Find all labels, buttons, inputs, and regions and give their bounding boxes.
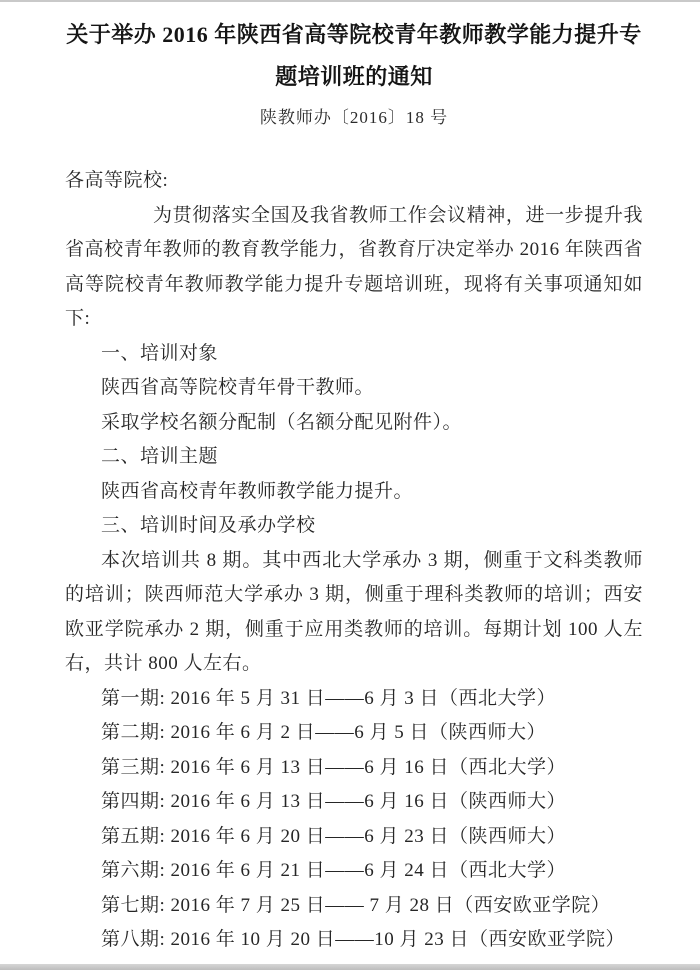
title-line-1: 关于举办 2016 年陕西省高等院校青年教师教学能力提升专 xyxy=(66,22,642,47)
schedule-item-4: 第四期: 2016 年 6 月 13 日——6 月 16 日（陕西师大） xyxy=(101,791,567,812)
salutation: 各高等院校: xyxy=(65,170,169,191)
training-schedule-list xyxy=(65,682,643,958)
section-3-heading: 三、培训时间及承办学校 xyxy=(101,515,316,536)
schedule-item-2: 第二期: 2016 年 6 月 2 日——6 月 5 日（陕西师大） xyxy=(101,722,547,743)
schedule-item-5: 第五期: 2016 年 6 月 20 日——6 月 23 日（陕西师大） xyxy=(101,825,567,847)
schedule-item-8: 第八期: 2016 年 10 月 20 日——10 月 23 日（西安欧亚学院） xyxy=(101,929,626,950)
scan-edge-top xyxy=(0,0,700,2)
section-1-line-2: 采取学校名额分配制（名额分配见附件）。 xyxy=(101,411,463,433)
section-1-line-1: 陕西省高等院校青年骨干教师。 xyxy=(101,377,375,398)
section-2-heading: 二、培训主题 xyxy=(101,446,219,467)
document-content xyxy=(65,14,643,958)
scan-edge-bottom xyxy=(0,964,700,970)
section-3-paragraph: 本次培训共 8 期。其中西北大学承办 3 期，侧重于文科类教师的培训；陕西师范大学承办 3 期，侧重于理科类教师的培训；西安欧亚学院承办 2 期，侧重于应用类教师的培训。每期计划 100 人左右，共计 800 人左右。 xyxy=(65,549,643,674)
section-2-line-1: 陕西省高校青年教师教学能力提升。 xyxy=(101,480,414,502)
page-title xyxy=(65,14,643,98)
schedule-item-6: 第六期: 2016 年 6 月 21 日——6 月 24 日（西北大学） xyxy=(101,860,567,881)
section-1-heading: 一、培训对象 xyxy=(101,342,219,364)
doc-number: 陕教师办〔2016〕18 号 xyxy=(259,108,449,127)
document-body xyxy=(65,164,643,958)
title-line-2: 题培训班的通知 xyxy=(275,64,433,89)
schedule-item-1: 第一期: 2016 年 5 月 31 日——6 月 3 日（西北大学） xyxy=(101,687,557,709)
intro-paragraph: 为贯彻落实全国及我省教师工作会议精神，进一步提升我省高校青年教师的教育教学能力，省教育厅决定举办 2016 年陕西省高等院校青年教师教学能力提升专题培训班，现将有关事项通知如下: xyxy=(65,204,643,329)
schedule-item-3: 第三期: 2016 年 6 月 13 日——6 月 16 日（西北大学） xyxy=(101,756,567,778)
schedule-item-7: 第七期: 2016 年 7 月 25 日—— 7 月 28 日（西安欧亚学院） xyxy=(101,894,611,916)
